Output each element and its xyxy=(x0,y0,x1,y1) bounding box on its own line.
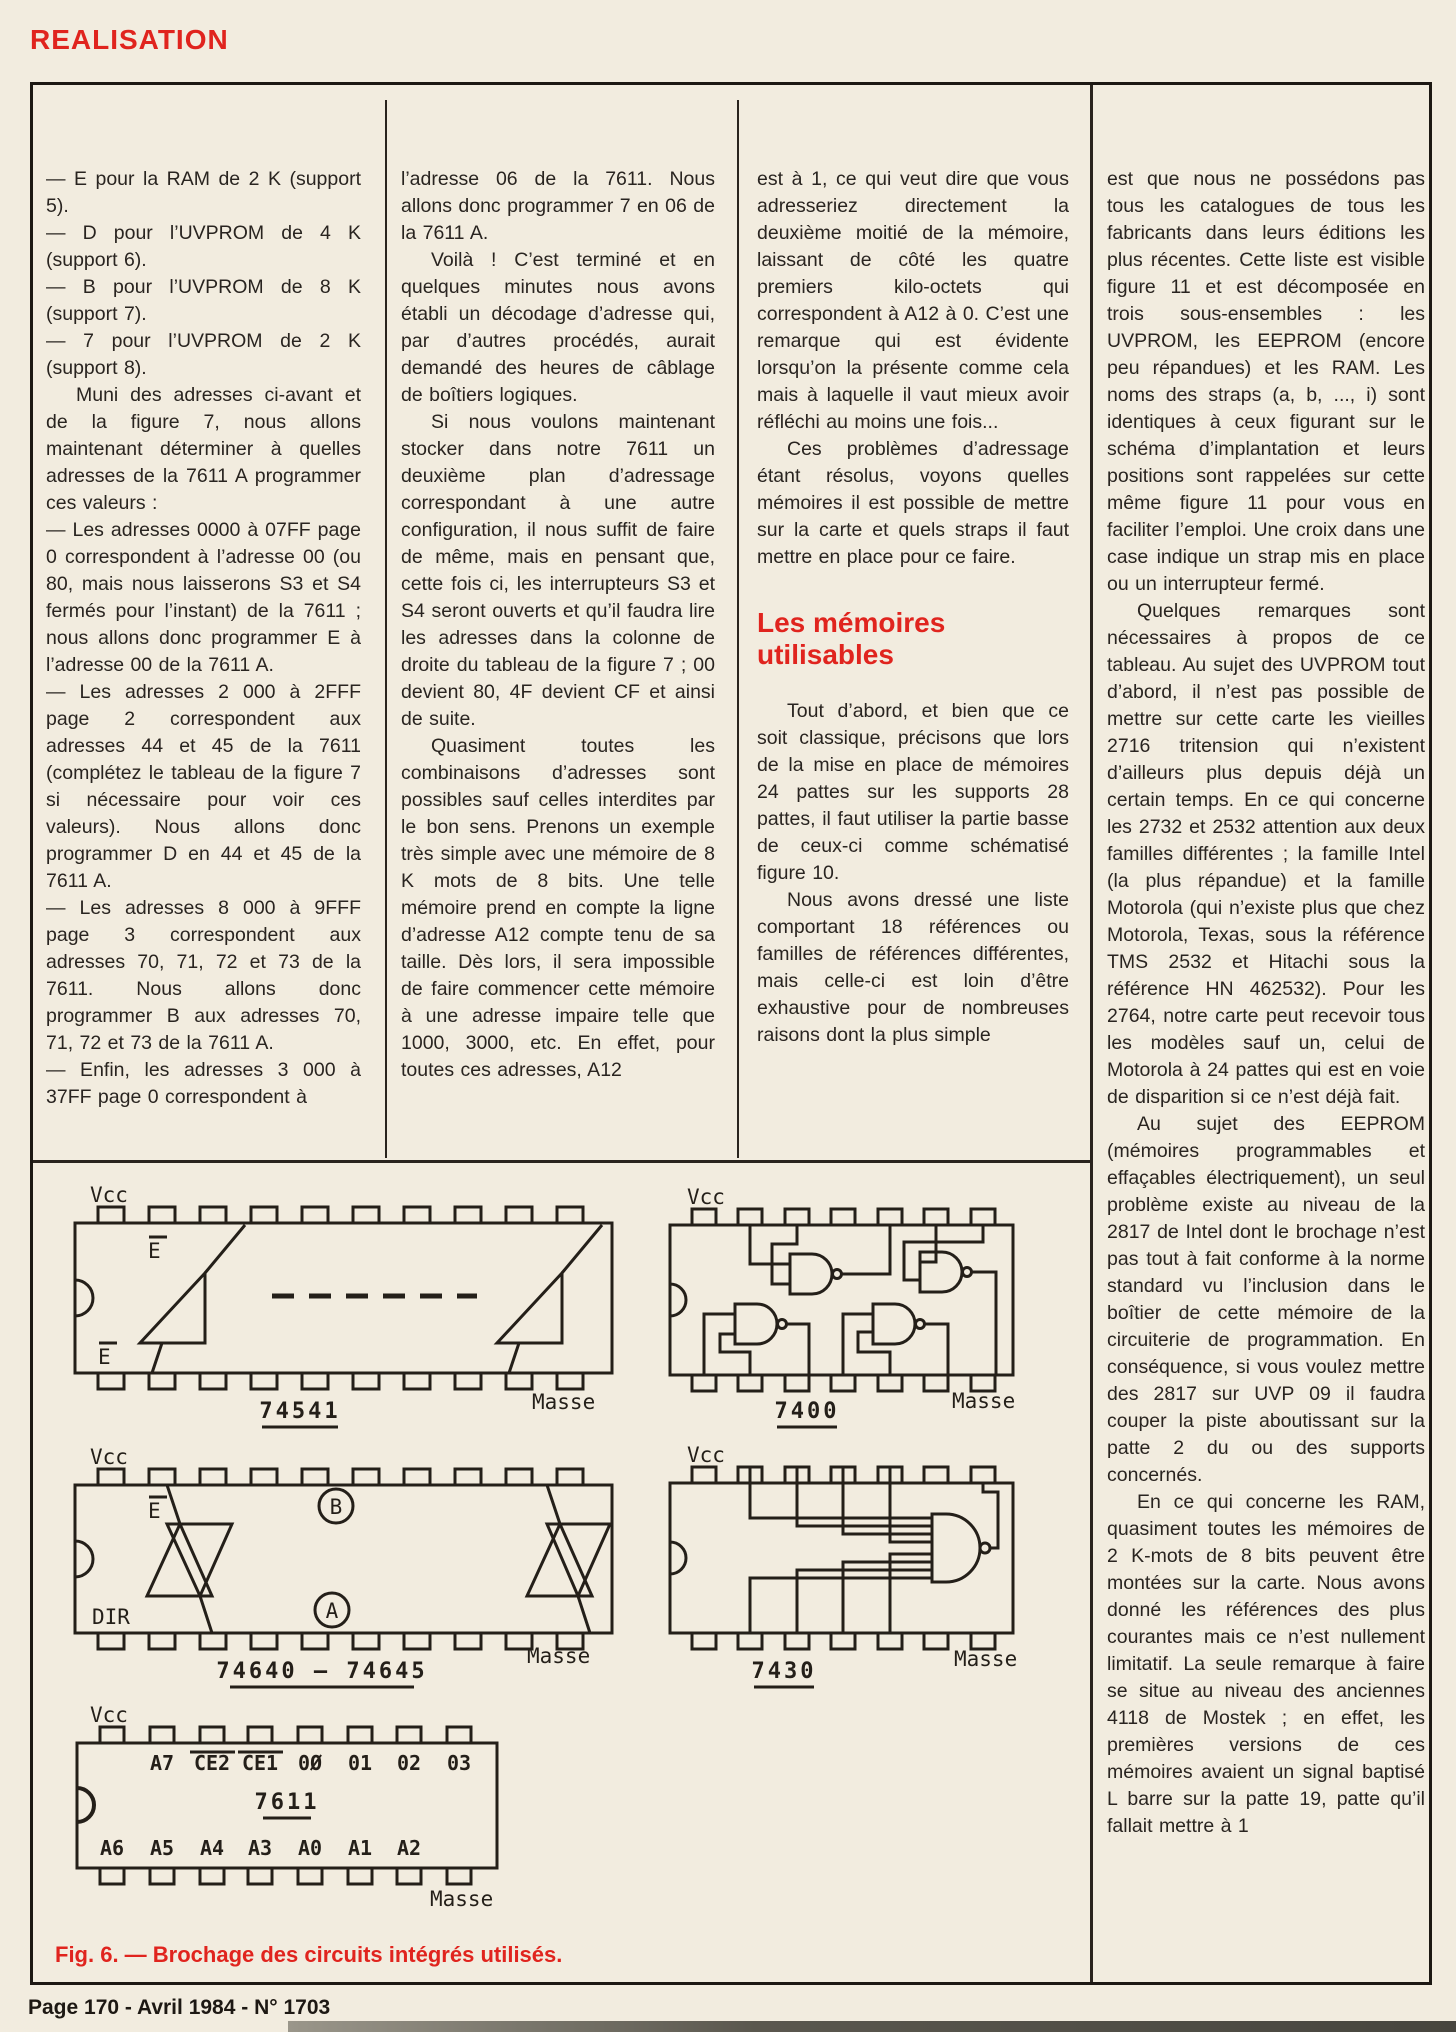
text-column-4 xyxy=(1107,166,1425,1840)
dip-notch xyxy=(670,1284,686,1316)
paragraph: — Les adresses 2 000 à 2FFF page 2 correspondent aux adresses 44 et 45 de la 7611 (complétez le tableau de la figure 7 si nécessaire pour voir ces valeurs). Nous allons donc programmer D en 44 et 45 de la 7611 A. xyxy=(46,681,361,892)
port-b-label: B xyxy=(329,1495,343,1519)
dip-notch xyxy=(670,1542,686,1574)
text-column-1 xyxy=(46,166,361,1111)
nand8-gate xyxy=(750,1467,998,1633)
paragraph: — E pour la RAM de 2 K (support 5). xyxy=(46,168,361,217)
paragraph: l’adresse 06 de la 7611. Nous allons donc programmer 7 en 06 de la 7611 A. xyxy=(401,168,715,244)
vcc-label: Vcc xyxy=(90,1183,128,1207)
ic-74640-diagram xyxy=(75,1445,612,1687)
chip-name-7400: 7400 xyxy=(774,1399,840,1424)
ic-7430-diagram xyxy=(670,1443,1017,1687)
text-column-3 xyxy=(757,166,1069,1049)
dip-notch xyxy=(75,1280,93,1316)
paragraph: Tout d’abord, et bien que ce soit classique, précisons que lors de la mise en place de mémoires 24 pattes sur les supports 28 pattes, il faut utiliser la partie basse de ceux-ci comme schématisé figure 10. xyxy=(757,700,1069,884)
text-column-2 xyxy=(401,166,715,1084)
pin-label-a2: A2 xyxy=(396,1836,422,1860)
figure-6-pinout-diagrams xyxy=(32,1166,1088,1978)
paragraph: Si nous voulons maintenant stocker dans notre 7611 un deuxième plan d’adressage correspondant à une autre configuration, il nous suffit de faire de même, mais en pensant que, cette fois ci, les interrupteurs S3 et S4 seront ouverts et qu’il faudra lire les adresses dans la colonne de droite du tableau de la figure 7 ; 00 devient 80, 4F devient CF et ainsi de suite. xyxy=(401,411,715,730)
paragraph: Quasiment toutes les combinaisons d’adresses sont possibles sauf celles interdites par le bon sens. Prenons un exemple très simple avec une mémoire de 8 K mots de 8 bits. Une telle mémoire prend en compte la ligne d’adresse A12 compte tenu de sa taille. Dès lors, il sera impossible de faire commencer cette mémoire à une adresse impaire telle que 1000, 3000, etc. En effet, pour toutes ces adresses, A12 xyxy=(401,735,715,1081)
pin-label-o3: 03 xyxy=(446,1751,472,1775)
pin-label-a6: A6 xyxy=(99,1836,125,1860)
paragraph: Muni des adresses ci-avant et de la figure 7, nous allons maintenant déterminer à quelles adresses de la 7611 A programmer ces valeurs : xyxy=(46,384,361,514)
buffer-symbols xyxy=(140,1225,602,1373)
column-rule-2 xyxy=(737,100,739,1158)
figure-top-rule xyxy=(33,1160,1090,1163)
enable-label: E xyxy=(98,1345,111,1369)
dir-label: DIR xyxy=(92,1605,130,1629)
pin-label-a7: A7 xyxy=(149,1751,175,1775)
pins-top xyxy=(100,1727,471,1743)
paragraph: — Les adresses 0000 à 07FF page 0 correspondent à l’adresse 00 (ou 80, mais nous laisserons S3 et S4 fermés pour l’instant) de la 7611 ; nous allons donc programmer E à l’adresse 00 de la 7611 A. xyxy=(46,519,361,676)
chip-name-74640: 74640 – 74645 xyxy=(216,1659,428,1684)
vcc-label: Vcc xyxy=(90,1703,128,1727)
paragraph: — 7 pour l’UVPROM de 2 K (support 8). xyxy=(46,330,361,379)
paragraph: — B pour l’UVPROM de 8 K (support 7). xyxy=(46,276,361,325)
pins-top xyxy=(98,1469,583,1485)
paragraph: Nous avons dressé une liste comportant 18 références ou familles de références différentes, mais celle-ci est loin d’être exhaustive pour de nombreuses raisons dont la plus simple xyxy=(757,889,1069,1046)
figure-caption: Fig. 6. — Brochage des circuits intégrés utilisés. xyxy=(55,1942,563,1967)
chip-name-7611: 7611 xyxy=(254,1790,320,1815)
paragraph: Au sujet des EEPROM (mémoires programmables et effaçables électriquement), un seul problème existe au niveau de la 2817 de Intel dont le brochage n’est pas tout à fait conforme à la norme standard vu l’inclusion dans le boîtier de cette mémoire de la circuiterie de programmation. En conséquence, si vous voulez mettre des 2817 sur UVP 09 il faudra couper la piste aboutissant sur la patte 2 du ou des supports concernés. xyxy=(1107,1113,1425,1486)
vcc-label: Vcc xyxy=(687,1185,725,1209)
dip-notch xyxy=(77,1788,94,1822)
pin-label-a0: A0 xyxy=(297,1836,323,1860)
column-rule-3 xyxy=(1090,85,1093,1982)
pin-label-a5: A5 xyxy=(149,1836,175,1860)
ic-7400-diagram xyxy=(670,1185,1015,1427)
pin-label-o0: 0Ø xyxy=(297,1751,323,1775)
pins-bottom xyxy=(98,1373,583,1389)
ic-7611-diagram xyxy=(77,1703,497,1911)
masse-label: Masse xyxy=(532,1390,596,1414)
pin-label-a1: A1 xyxy=(347,1836,373,1860)
masse-label: Masse xyxy=(954,1647,1018,1671)
transceiver-symbols xyxy=(147,1485,610,1633)
column-rule-1 xyxy=(385,100,387,1158)
pin-label-a4: A4 xyxy=(199,1836,225,1860)
page-footer: Page 170 - Avril 1984 - N° 1703 xyxy=(28,1996,331,2019)
paragraph: Ces problèmes d’adressage étant résolus, voyons quelles mémoires il est possible de mettre sur la carte et quels straps il faut mettre en place pour ce faire. xyxy=(757,438,1069,568)
enable-label: E xyxy=(148,1239,161,1263)
pins-bottom xyxy=(692,1375,995,1391)
port-a-label: A xyxy=(325,1599,339,1623)
chip-name-7430: 7430 xyxy=(751,1659,817,1684)
pins-top xyxy=(692,1209,995,1225)
pin-label-o2: 02 xyxy=(396,1751,422,1775)
masse-label: Masse xyxy=(430,1887,494,1911)
paragraph: — Les adresses 8 000 à 9FFF page 3 correspondent aux adresses 70, 71, 72 et 73 de la 7611. Nous allons donc programmer B aux adresses 70, 71, 72 et 73 de la 7611 A. xyxy=(46,897,361,1054)
enable-label: E xyxy=(148,1499,161,1523)
chip-name-74541: 74541 xyxy=(259,1399,341,1424)
vcc-label: Vcc xyxy=(90,1445,128,1469)
nand-gates xyxy=(704,1225,996,1375)
paragraph: Quelques remarques sont nécessaires à propos de ce tableau. Au sujet des UVPROM tout d’abord, il n’est pas possible de mettre sur cette carte les vieilles 2716 tritension qui n’existent d’ailleurs plus depuis déjà un certain temps. En ce qui concerne les 2732 et 2532 attention aux deux familles différentes ; la famille Intel (la plus répandue) et la famille Motorola (qui n’existe plus que chez Motorola, Texas, sous la référence TMS 2532 et Hitachi sous la référence HN 462532). Pour les 2764, notre carte peut recevoir tous les modèles sauf un, celui de Motorola à 24 pattes qui est en voie de disparition si ce n’est déjà fait. xyxy=(1107,600,1425,1108)
section-heading: Les mémoires utilisables xyxy=(757,607,946,670)
masse-label: Masse xyxy=(527,1644,591,1668)
paragraph: En ce qui concerne les RAM, quasiment toutes les mémoires de 2 K-mots de 8 bits peuvent être montées sur la carte. Nous avons donné les références des plus courantes mais ce n’est nullement limitatif. La seule remarque à faire se situe au niveau des anciennes 4118 de Mostek ; en effet, les premières versions de ces mémoires avaient un signal baptisé L barre sur la patte 19, patte qu’il fallait mettre à 1 xyxy=(1107,1491,1425,1837)
paragraph: — D pour l’UVPROM de 4 K (support 6). xyxy=(46,222,361,271)
pins-bottom xyxy=(692,1633,995,1649)
pin-label-o1: 01 xyxy=(347,1751,373,1775)
masse-label: Masse xyxy=(952,1389,1016,1413)
paragraph: est à 1, ce qui veut dire que vous adresseriez directement la deuxième moitié de la mémoire, laissant de côté les quatre premiers kilo-octets qui correspondent à A12 à 0. C’est une remarque qui est évidente lorsqu’on la présente comme cela mais à laquelle il vaut mieux avoir réfléchi au moins une fois... xyxy=(757,168,1069,433)
dip-notch xyxy=(75,1541,93,1577)
scan-edge-band xyxy=(288,2021,1456,2032)
pins-top xyxy=(98,1207,583,1223)
pin-label-ce2: CE2 xyxy=(193,1751,231,1775)
pins-bottom xyxy=(98,1633,583,1649)
page-kicker: REALISATION xyxy=(30,24,229,55)
pins-bottom xyxy=(100,1868,471,1884)
pin-label-a3: A3 xyxy=(247,1836,273,1860)
pin-label-ce1: CE1 xyxy=(241,1751,279,1775)
paragraph: Voilà ! C’est terminé et en quelques minutes nous avons établi un décodage d’adresse qui, par d’autres procédés, aurait demandé des heures de câblage de boîtiers logiques. xyxy=(401,249,715,406)
ic-74541-diagram xyxy=(75,1183,612,1427)
vcc-label: Vcc xyxy=(687,1443,725,1467)
paragraph: — Enfin, les adresses 3 000 à 37FF page 0 correspondent à xyxy=(46,1059,361,1108)
paragraph: est que nous ne possédons pas tous les catalogues de tous les fabricants dans leurs éditions les plus récentes. Cette liste est visible figure 11 et est décomposée en trois sous-ensembles : les UVPROM, les EEPROM (encore peu répandues) et les RAM. Les noms des straps (a, b, ..., i) sont identiques à ceux figurant sur le schéma d’implantation et leurs positions sont rappelées sur cette même figure 11 pour vous en faciliter l’emploi. Une croix dans une case indique un strap mis en place ou un interrupteur fermé. xyxy=(1107,168,1425,595)
